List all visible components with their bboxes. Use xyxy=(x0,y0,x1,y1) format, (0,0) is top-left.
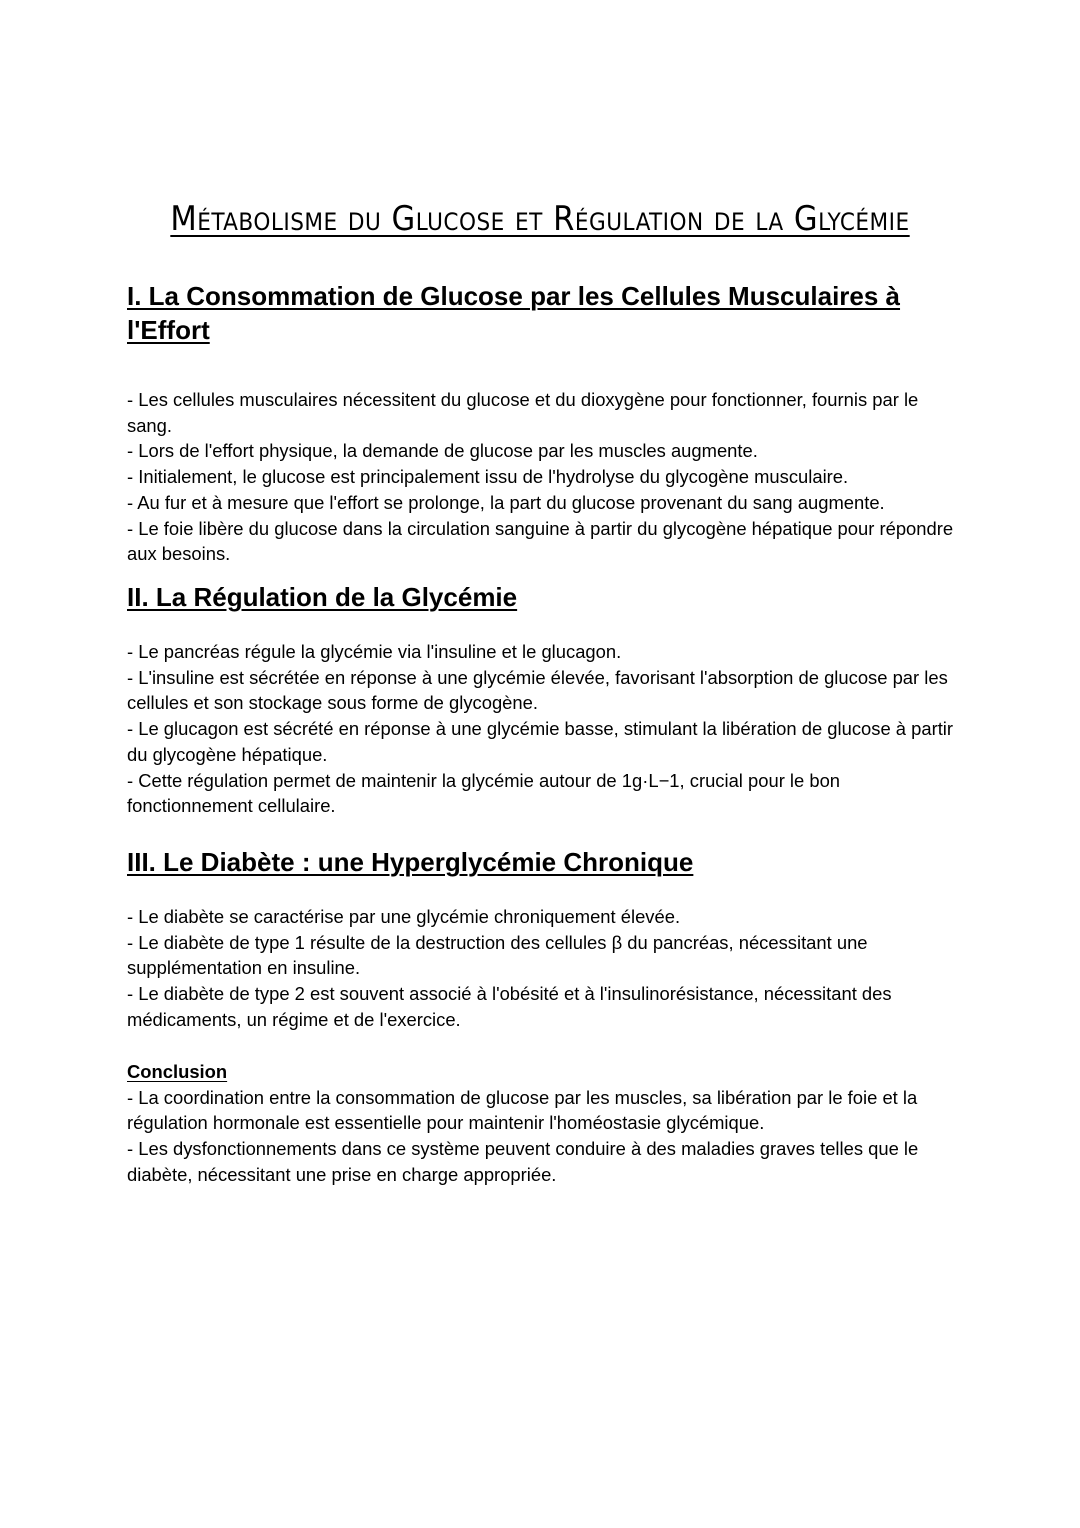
list-item: - Le diabète se caractérise par une glycémie chroniquement élevée. xyxy=(127,906,681,927)
list-item: - Le glucagon est sécrété en réponse à une glycémie basse, stimulant la libération de glucose à partir du glycogène hépatique. xyxy=(127,718,954,765)
list-item: - Initialement, le glucose est principalement issu de l'hydrolyse du glycogène musculaire. xyxy=(127,466,849,488)
list-item: - Le diabète de type 1 résulte de la destruction des cellules β du pancréas, nécessitant une supplémentation en insuline. xyxy=(127,931,868,979)
list-item: - Le foie libère du glucose dans la circulation sanguine à partir du glycogène hépatique pour répondre aux besoins. xyxy=(127,517,954,565)
section-3 xyxy=(127,845,957,1033)
list-item: - Le pancréas régule la glycémie via l'insuline et le glucagon. xyxy=(127,641,622,662)
list-item: - Au fur et à mesure que l'effort se prolonge, la part du glucose provenant du sang augmente. xyxy=(127,491,885,513)
section-body xyxy=(127,387,957,567)
section-heading: I. La Consommation de Glucose par les Cellules Musculaires à l'Effort xyxy=(127,281,901,345)
section-body xyxy=(127,904,957,1033)
conclusion-section xyxy=(127,1059,957,1188)
document-title: Métabolisme du Glucose et Régulation de la Glycémie xyxy=(170,199,910,239)
conclusion-heading: Conclusion xyxy=(127,1061,228,1082)
section-body xyxy=(127,639,957,819)
section-2 xyxy=(127,580,957,819)
list-item: - Les dysfonctionnements dans ce système peuvent conduire à des maladies graves telles que le diabète, nécessitant une prise en charge appropriée. xyxy=(127,1138,919,1185)
section-1 xyxy=(127,279,957,567)
conclusion-body xyxy=(127,1085,957,1188)
list-item: - Les cellules musculaires nécessitent du glucose et du dioxygène pour fonctionner, fournis par le sang. xyxy=(127,389,919,436)
list-item: - L'insuline est sécrétée en réponse à une glycémie élevée, favorisant l'absorption de glucose par les cellules et son stockage sous forme de glycogène. xyxy=(127,666,948,714)
section-heading: II. La Régulation de la Glycémie xyxy=(127,582,518,612)
list-item: - Lors de l'effort physique, la demande de glucose par les muscles augmente. xyxy=(127,440,758,462)
list-item: - Le diabète de type 2 est souvent associé à l'obésité et à l'insulinorésistance, nécessitant des médicaments, un régime et de l'exercice. xyxy=(127,983,892,1030)
list-item: - Cette régulation permet de maintenir la glycémie autour de 1g·L−1, crucial pour le bon fonctionnement cellulaire. xyxy=(127,769,841,817)
section-heading: III. Le Diabète : une Hyperglycémie Chronique xyxy=(127,847,694,877)
list-item: - La coordination entre la consommation de glucose par les muscles, sa libération par le foie et la régulation hormonale est essentielle pour maintenir l'homéostasie glycémique. xyxy=(127,1086,918,1134)
